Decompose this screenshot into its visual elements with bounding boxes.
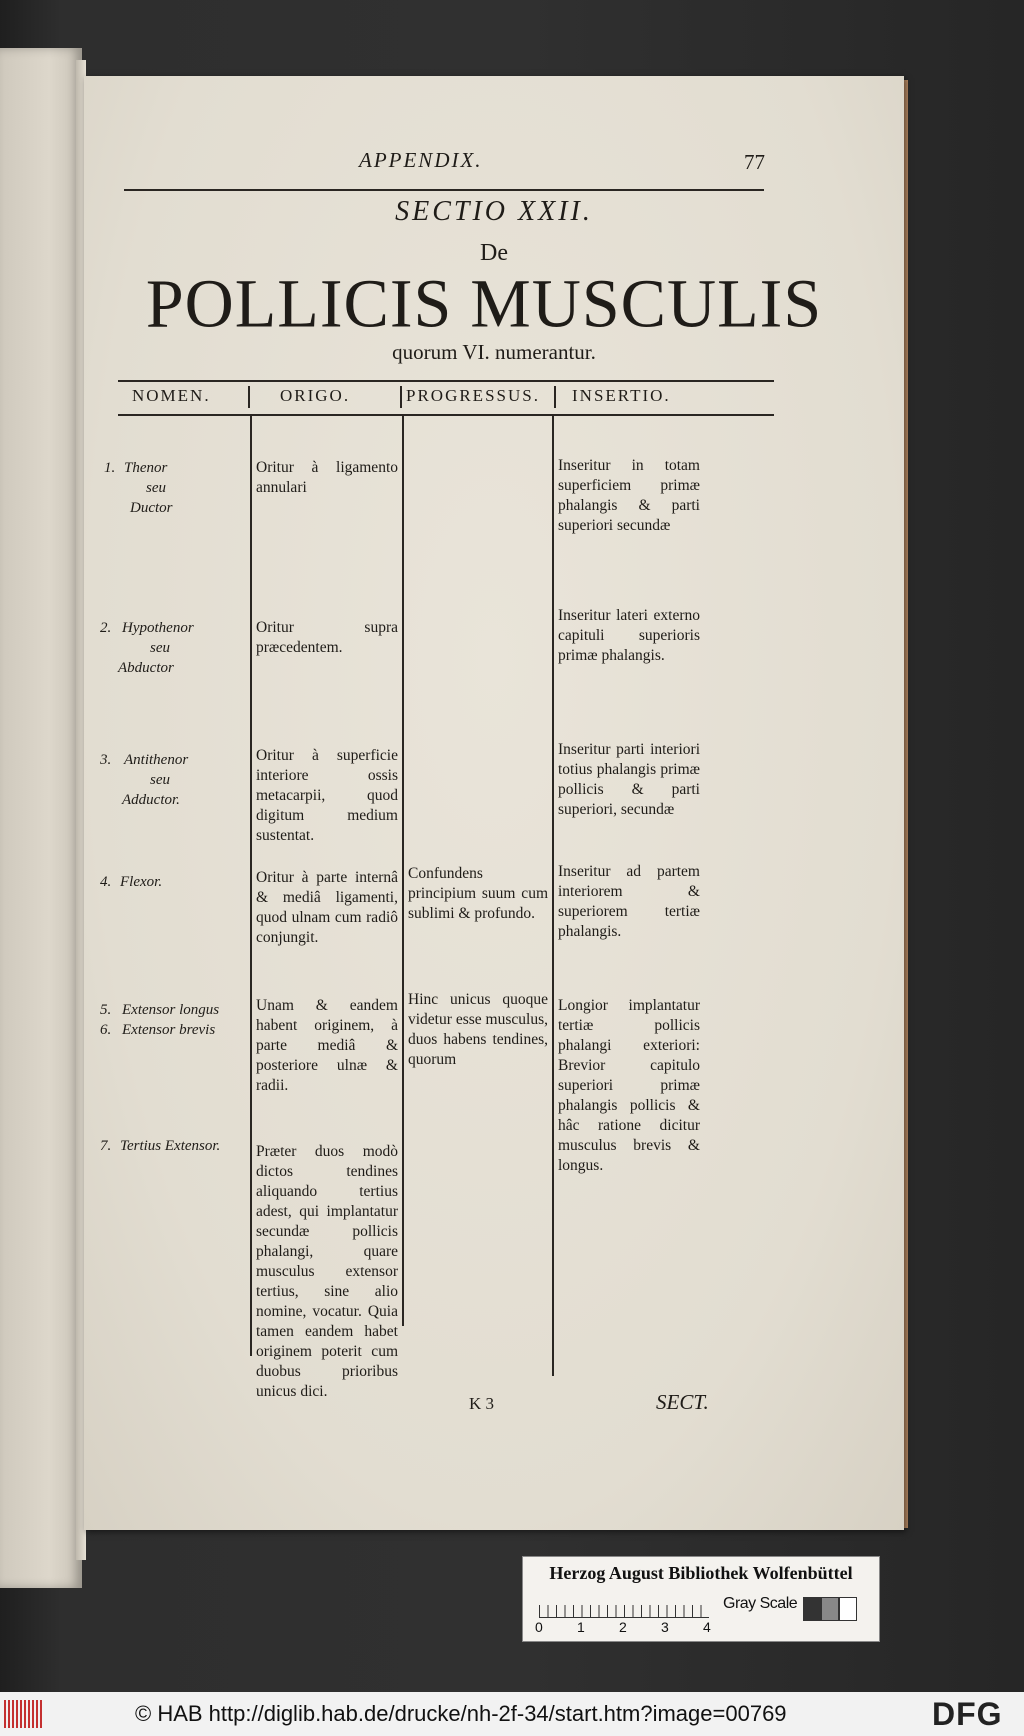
scale-ruler: [539, 1593, 709, 1618]
column-header-progressus: PROGRESSUS.: [406, 386, 540, 405]
signature-mark: K 3: [469, 1394, 495, 1413]
insertio-cell: Longior implantatur tertiæ pollicis phalangi exteriori: Brevior capitulo superiori primæ phalangis pollicis & hâc ratione dicitur musculus brevis & longus.: [558, 997, 700, 1174]
column-header-separator: [248, 386, 250, 408]
row-number: 5.: [100, 1002, 112, 1018]
library-label: [522, 1556, 880, 1642]
gray-scale-label: Gray Scale: [723, 1595, 798, 1612]
row-number: 3.: [100, 752, 112, 768]
origo-cell: Oritur à parte internâ & mediâ ligamenti, quod ulnam cum radiô conjungit.: [256, 869, 398, 946]
row-number: 6.: [100, 1022, 112, 1038]
column-divider: [402, 416, 404, 1326]
library-name: Herzog August Bibliothek Wolfenbüttel: [549, 1563, 853, 1583]
insertio-cell: Inseritur lateri externo capituli superioris primæ phalangis.: [558, 607, 700, 664]
title-preposition: De: [480, 240, 508, 266]
muscle-name: Extensor longus: [122, 1002, 220, 1018]
origo-cell: Præter duos modò dictos tendines aliquando tertius adest, qui implantatur secundæ pollicis phalangi, quare musculus extensor tertius, sine alio nomine, vocatur. Quia tamen eandem habet originem poterit cum duobus prioribus unicus dici.: [256, 1143, 398, 1400]
origo-cell: Oritur à ligamento annulari: [256, 459, 398, 496]
muscle-name: Extensor brevis: [122, 1022, 216, 1038]
insertio-cell: Inseritur parti interiori totius phalangis primæ pollicis & parti superiori, secundæ: [558, 741, 700, 818]
muscle-name-alt: Ductor: [130, 500, 173, 516]
origo-cell: Unam & eandem habent originem, à parte mediâ & posteriore ulnæ & radii.: [256, 997, 398, 1094]
running-head: [84, 148, 904, 178]
scale-number: 0: [535, 1619, 543, 1635]
main-title: POLLICIS MUSCULIS: [145, 264, 823, 342]
muscle-name: Flexor.: [120, 874, 163, 890]
scale-number: 3: [661, 1619, 669, 1635]
column-divider: [552, 416, 554, 1376]
hab-logo-icon: [4, 1700, 44, 1728]
column-header-insertio: INSERTIO.: [572, 386, 671, 405]
row-number: 2.: [100, 620, 112, 636]
title-subtitle: quorum VI. numerantur.: [392, 340, 596, 364]
column-header-separator: [554, 386, 556, 408]
muscle-name-conjunction: seu: [146, 480, 166, 496]
scale-number: 1: [577, 1619, 585, 1635]
table-head-rule-bottom: [118, 414, 774, 416]
copyright-url: © HAB http://diglib.hab.de/drucke/nh-2f-34/start.htm?image=00769: [135, 1701, 787, 1726]
scale-number: 2: [619, 1619, 627, 1635]
book-page: [84, 76, 904, 1530]
origo-cell: Oritur à superficie interiore ossis metacarpii, quod digitum medium sustentat.: [256, 747, 398, 844]
muscle-name-conjunction: seu: [150, 772, 170, 788]
column-header-separator: [400, 386, 402, 408]
row-number: 7.: [100, 1138, 112, 1154]
header-rule: [124, 189, 764, 191]
dfg-logo: DFG: [932, 1696, 1003, 1732]
section-heading: SECTIO XXII.: [395, 196, 593, 227]
column-header-nomen: NOMEN.: [132, 386, 211, 405]
page-number: 77: [744, 150, 765, 174]
muscle-name-alt: Adductor.: [122, 792, 180, 808]
catchword: SECT.: [656, 1390, 709, 1414]
table-head-rule-top: [118, 380, 774, 382]
gray-swatch-light: [839, 1597, 857, 1621]
insertio-cell: Inseritur ad partem interiorem & superiorem tertiæ phalangis.: [558, 863, 700, 940]
origo-cell: Oritur supra præcedentem.: [256, 619, 398, 656]
gray-swatch-dark: [803, 1597, 821, 1621]
progressus-cell: Confundens principium suum cum sublimi & profundo.: [408, 865, 548, 922]
column-header-origo: ORIGO.: [280, 386, 351, 405]
footer-bar: [0, 1692, 1024, 1736]
running-title: APPENDIX.: [359, 148, 483, 172]
muscle-name: Hypothenor: [122, 620, 194, 636]
muscle-name: Antithenor: [124, 752, 189, 768]
row-number: 4.: [100, 874, 112, 890]
row-number: 1.: [104, 460, 116, 476]
insertio-cell: Inseritur in totam superficiem primæ phalangis & parti superiori secundæ: [558, 457, 700, 534]
scale-number: 4: [703, 1619, 711, 1635]
progressus-cell: Hinc unicus quoque videtur esse musculus, duos habens tendines, quorum: [408, 991, 548, 1068]
muscle-name-conjunction: seu: [150, 640, 170, 656]
gray-swatch-mid: [821, 1597, 839, 1621]
adjacent-page-edge: [0, 48, 82, 1588]
muscle-name: Thenor: [124, 460, 168, 476]
muscle-name: Tertius Extensor.: [120, 1138, 221, 1154]
column-divider: [250, 416, 252, 1356]
muscle-name-alt: Abductor: [118, 660, 174, 676]
